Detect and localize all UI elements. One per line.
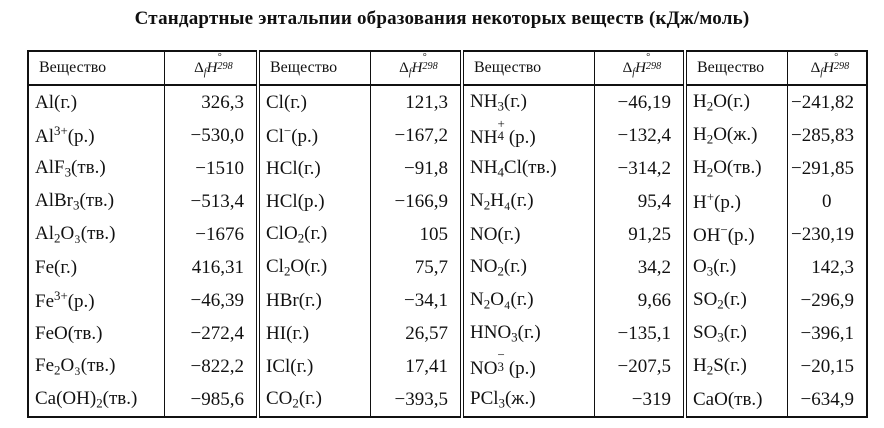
formula-rest: (г.) bbox=[503, 90, 527, 112]
formula-base: HBr bbox=[266, 290, 299, 311]
sub-f: f bbox=[632, 67, 636, 79]
formula-base: NO bbox=[470, 255, 498, 277]
enthalpy-value: 416,31 bbox=[164, 251, 258, 284]
sup-sub-stack bbox=[833, 51, 850, 73]
formula-rest: (р.) bbox=[291, 126, 319, 148]
subscript: 2 bbox=[483, 197, 491, 213]
formula-rest: (г.) bbox=[723, 321, 747, 343]
enthalpy-value: −167,2 bbox=[370, 119, 462, 152]
substance-cell bbox=[258, 185, 370, 218]
formula-base: CaO bbox=[693, 389, 728, 410]
formula-base: HCl bbox=[266, 191, 298, 212]
table-row bbox=[28, 350, 867, 383]
enthalpy-value: −291,85 bbox=[787, 152, 867, 185]
formula-rest: (г.) bbox=[304, 222, 328, 244]
substance-cell bbox=[685, 383, 787, 417]
substance-cell bbox=[685, 350, 787, 383]
enthalpy-value: −530,0 bbox=[164, 119, 258, 152]
formula-base: O bbox=[693, 255, 707, 277]
formula-base: ClO bbox=[266, 222, 298, 244]
subscript: 2 bbox=[54, 362, 61, 378]
formula-base: PCl bbox=[470, 387, 499, 409]
formula-rest: O(тв.) bbox=[713, 156, 762, 178]
sup-degree: ° bbox=[645, 51, 650, 63]
enthalpy-value: 34,2 bbox=[594, 251, 685, 284]
formula-base: HCl bbox=[266, 158, 298, 179]
table-header bbox=[28, 51, 867, 85]
enthalpy-value: 105 bbox=[370, 218, 462, 251]
substance-cell bbox=[258, 152, 370, 185]
substance-cell bbox=[28, 251, 164, 284]
formula-rest: (тв.) bbox=[79, 189, 115, 211]
enthalpy-value: −166,9 bbox=[370, 185, 462, 218]
sup-sub-stack bbox=[645, 51, 662, 73]
formula-base: Fe bbox=[35, 354, 54, 376]
delta-symbol: Δ bbox=[622, 60, 633, 77]
enthalpy-value: −285,83 bbox=[787, 119, 867, 152]
enthalpy-value: 75,7 bbox=[370, 251, 462, 284]
enthalpy-table bbox=[27, 50, 868, 418]
table-row bbox=[28, 152, 867, 185]
formula-base: ICl bbox=[266, 356, 291, 377]
formula-rest: (г.) bbox=[297, 158, 321, 179]
formula-base: Cl bbox=[266, 126, 284, 148]
formula-rest: (р.) bbox=[508, 127, 536, 148]
formula-base: N bbox=[470, 288, 484, 310]
substance-cell bbox=[258, 119, 370, 152]
formula-base: H bbox=[693, 354, 707, 376]
sup-sub-stack bbox=[217, 51, 233, 73]
formula-base: H bbox=[693, 123, 707, 145]
substance-cell bbox=[28, 284, 164, 317]
substance-cell bbox=[462, 284, 594, 317]
formula-rest: (г.) bbox=[290, 356, 314, 377]
subscript: 4 bbox=[497, 127, 504, 143]
enthalpy-value: −634,9 bbox=[787, 383, 867, 417]
header-substance: Вещество bbox=[28, 51, 164, 85]
subscript: 3 bbox=[511, 329, 518, 345]
formula-rest: (ж.) bbox=[504, 387, 536, 409]
formula-rest: S(г.) bbox=[713, 354, 747, 376]
substance-cell bbox=[462, 383, 594, 417]
formula-rest: (г.) bbox=[713, 255, 737, 277]
table-row bbox=[28, 185, 867, 218]
subscript: 2 bbox=[706, 98, 714, 114]
subscript: 2 bbox=[54, 230, 61, 246]
charge: 3+ bbox=[54, 287, 68, 303]
enthalpy-value: 121,3 bbox=[370, 85, 462, 119]
formula-rest: O(ж.) bbox=[713, 123, 758, 145]
formula-base: HI bbox=[266, 323, 287, 344]
charge: − bbox=[497, 347, 505, 363]
subscript: 2 bbox=[706, 131, 714, 147]
header-substance: Вещество bbox=[258, 51, 370, 85]
substance-cell bbox=[685, 284, 787, 317]
formula-rest: (р.) bbox=[508, 358, 536, 379]
sup-degree: ° bbox=[833, 51, 838, 63]
subscript: 3 bbox=[64, 164, 72, 180]
enthalpy-value: −393,5 bbox=[370, 383, 462, 417]
delta-symbol: Δ bbox=[194, 60, 204, 77]
substance-cell bbox=[28, 185, 164, 218]
enthalpy-value: 17,41 bbox=[370, 350, 462, 383]
subscript: 3 bbox=[497, 98, 504, 114]
table-row bbox=[28, 119, 867, 152]
formula-rest: (г.) bbox=[54, 92, 78, 113]
enthalpy-value: 0 bbox=[787, 185, 867, 218]
enthalpy-value: −822,2 bbox=[164, 350, 258, 383]
subscript: 2 bbox=[706, 362, 714, 378]
formula-base: H bbox=[693, 90, 707, 112]
subscript: 2 bbox=[483, 296, 491, 312]
formula-rest: (тв.) bbox=[71, 156, 106, 178]
sub-298: 298 bbox=[217, 61, 233, 73]
substance-cell bbox=[462, 185, 594, 218]
enthalpy-value: 26,57 bbox=[370, 317, 462, 350]
charge: − bbox=[720, 221, 728, 237]
table-body bbox=[28, 85, 867, 417]
formula-rest: (р.) bbox=[67, 291, 95, 313]
formula-base: FeO bbox=[35, 323, 68, 344]
substance-cell bbox=[685, 119, 787, 152]
formula-base: Fe bbox=[35, 257, 54, 278]
formula-rest: (г.) bbox=[298, 290, 322, 311]
formula-base: SO bbox=[693, 321, 718, 343]
formula-rest: O₄(г.) bbox=[490, 288, 534, 310]
charge: − bbox=[283, 122, 292, 138]
substance-cell bbox=[685, 251, 787, 284]
substance-cell bbox=[258, 251, 370, 284]
enthalpy-value: −46,39 bbox=[164, 284, 258, 317]
formula-base: Cl bbox=[266, 92, 284, 113]
substance-cell bbox=[28, 152, 164, 185]
enthalpy-value: −241,82 bbox=[787, 85, 867, 119]
subscript: 2 bbox=[297, 230, 305, 246]
formula-rest: (тв.) bbox=[727, 389, 763, 410]
table-row bbox=[28, 284, 867, 317]
header-enthalpy bbox=[787, 51, 867, 85]
formula-rest: (г.) bbox=[723, 288, 747, 310]
charge-stack bbox=[497, 347, 508, 374]
charge: + bbox=[497, 116, 505, 132]
enthalpy-value: −132,4 bbox=[594, 119, 685, 152]
enthalpy-value: −207,5 bbox=[594, 350, 685, 383]
substance-cell bbox=[462, 116, 594, 152]
formula-rest: (г.) bbox=[298, 387, 322, 409]
substance-cell bbox=[685, 185, 787, 218]
formula-rest: (тв.) bbox=[102, 387, 138, 409]
formula-base: Al bbox=[35, 126, 54, 148]
formula-base: NH bbox=[470, 127, 498, 148]
enthalpy-value: −985,6 bbox=[164, 383, 258, 417]
subscript: 3 bbox=[706, 263, 714, 279]
header-substance: Вещество bbox=[685, 51, 787, 85]
substance-cell bbox=[462, 251, 594, 284]
table-row bbox=[28, 383, 867, 417]
formula-base: Al bbox=[35, 92, 54, 113]
formula-base: NO bbox=[470, 224, 498, 245]
h-symbol: H bbox=[411, 60, 423, 77]
charge: 3+ bbox=[54, 122, 68, 138]
substance-cell bbox=[685, 85, 787, 119]
formula-rest: (г.) bbox=[503, 255, 527, 277]
enthalpy-value: −1676 bbox=[164, 218, 258, 251]
sub-298: 298 bbox=[422, 61, 438, 73]
substance-cell bbox=[258, 350, 370, 383]
header-enthalpy bbox=[370, 51, 462, 85]
formula-base: Al bbox=[35, 222, 54, 244]
substance-cell bbox=[685, 218, 787, 251]
subscript: 3 bbox=[498, 395, 505, 411]
sup-sub-stack bbox=[422, 51, 438, 73]
h-symbol: H bbox=[206, 60, 218, 77]
enthalpy-value: −135,1 bbox=[594, 317, 685, 350]
enthalpy-value: 91,25 bbox=[594, 218, 685, 251]
enthalpy-value: 95,4 bbox=[594, 185, 685, 218]
formula-base: CO bbox=[266, 387, 293, 409]
enthalpy-value: −296,9 bbox=[787, 284, 867, 317]
formula-rest: (г.) bbox=[517, 321, 541, 343]
subscript: 2 bbox=[292, 395, 299, 411]
sup-degree: ° bbox=[422, 51, 427, 63]
formula-rest: (р.) bbox=[67, 126, 95, 148]
substance-cell bbox=[462, 317, 594, 350]
enthalpy-value: −396,1 bbox=[787, 317, 867, 350]
substance-cell bbox=[258, 317, 370, 350]
formula-base: Cl bbox=[266, 255, 284, 277]
formula-rest: O(г.) bbox=[713, 90, 750, 112]
subscript: 2 bbox=[283, 263, 291, 279]
formula-rest: (г.) bbox=[283, 92, 308, 113]
enthalpy-value: 142,3 bbox=[787, 251, 867, 284]
substance-cell bbox=[28, 85, 164, 119]
substance-cell bbox=[685, 152, 787, 185]
subscript: 2 bbox=[706, 164, 714, 180]
substance-cell bbox=[28, 317, 164, 350]
sub-298: 298 bbox=[833, 61, 850, 73]
enthalpy-value: −230,19 bbox=[787, 218, 867, 251]
table-row bbox=[28, 85, 867, 119]
header-substance: Вещество bbox=[462, 51, 594, 85]
enthalpy-value: 326,3 bbox=[164, 85, 258, 119]
formula-base: H bbox=[693, 192, 707, 214]
formula-rest: (р.) bbox=[714, 192, 741, 214]
h-symbol: H bbox=[823, 60, 834, 77]
formula-rest: (г.) bbox=[286, 323, 310, 344]
enthalpy-value: −314,2 bbox=[594, 152, 685, 185]
subscript: 2 bbox=[717, 296, 724, 312]
substance-cell bbox=[258, 218, 370, 251]
formula-base: NO bbox=[470, 358, 498, 379]
enthalpy-value: −34,1 bbox=[370, 284, 462, 317]
substance-cell bbox=[258, 383, 370, 417]
enthalpy-value: −319 bbox=[594, 383, 685, 417]
formula-rest: H₄(г.) bbox=[490, 189, 534, 211]
formula-base: AlBr bbox=[35, 189, 73, 211]
substance-cell bbox=[685, 317, 787, 350]
formula-rest: (тв.) bbox=[67, 323, 103, 344]
substance-cell bbox=[462, 85, 594, 119]
substance-cell bbox=[28, 119, 164, 152]
substance-cell bbox=[28, 350, 164, 383]
sup-degree: ° bbox=[217, 51, 222, 63]
formula-base: HNO bbox=[470, 321, 512, 343]
delta-symbol: Δ bbox=[810, 60, 821, 77]
formula-base: H bbox=[693, 156, 707, 178]
subscript: 3 bbox=[497, 358, 504, 374]
formula-rest: (г.) bbox=[497, 224, 521, 245]
formula-base: N bbox=[470, 189, 484, 211]
enthalpy-value: −46,19 bbox=[594, 85, 685, 119]
formula-base: Fe bbox=[35, 291, 54, 313]
header-enthalpy bbox=[594, 51, 685, 85]
enthalpy-value: −513,4 bbox=[164, 185, 258, 218]
substance-cell bbox=[258, 85, 370, 119]
formula-base: SO bbox=[693, 288, 718, 310]
subscript: 2 bbox=[497, 263, 504, 279]
formula-base: NH bbox=[470, 156, 498, 178]
enthalpy-value: −272,4 bbox=[164, 317, 258, 350]
table-row bbox=[28, 251, 867, 284]
formula-rest: (р.) bbox=[297, 191, 325, 212]
enthalpy-value: −1510 bbox=[164, 152, 258, 185]
formula-rest: (г.) bbox=[54, 257, 78, 278]
sub-f: f bbox=[408, 67, 412, 79]
substance-cell bbox=[28, 383, 164, 417]
subscript: 3 bbox=[717, 329, 724, 345]
enthalpy-value: −20,15 bbox=[787, 350, 867, 383]
formula-rest: (р.) bbox=[727, 225, 755, 247]
sub-f: f bbox=[203, 67, 207, 79]
delta-symbol: Δ bbox=[399, 60, 409, 77]
substance-cell bbox=[462, 347, 594, 383]
sub-f: f bbox=[820, 67, 824, 79]
page-title: Стандартные энтальпии образования некоторых веществ (кДж/моль) bbox=[134, 8, 750, 29]
header-enthalpy bbox=[164, 51, 258, 85]
subscript: 2 bbox=[96, 395, 103, 411]
formula-rest: O₃(тв.) bbox=[60, 222, 116, 244]
formula-base: Ca(OH) bbox=[35, 387, 97, 409]
table-row bbox=[28, 218, 867, 251]
formula-rest: O(г.) bbox=[290, 255, 328, 277]
table-row bbox=[28, 317, 867, 350]
enthalpy-value: −91,8 bbox=[370, 152, 462, 185]
substance-cell bbox=[462, 218, 594, 251]
formula-base: NH bbox=[470, 90, 498, 112]
sub-298: 298 bbox=[645, 61, 662, 73]
subscript: 3 bbox=[73, 197, 80, 213]
formula-rest: O₃(тв.) bbox=[60, 354, 116, 376]
substance-cell bbox=[462, 152, 594, 185]
charge-stack bbox=[497, 116, 508, 143]
enthalpy-value: 9,66 bbox=[594, 284, 685, 317]
charge: + bbox=[706, 188, 715, 204]
formula-base: OH bbox=[693, 225, 721, 247]
substance-cell bbox=[258, 284, 370, 317]
formula-rest: Cl(тв.) bbox=[503, 156, 557, 178]
formula-base: AlF bbox=[35, 156, 65, 178]
h-symbol: H bbox=[635, 60, 646, 77]
subscript: 4 bbox=[497, 164, 504, 180]
substance-cell bbox=[28, 218, 164, 251]
